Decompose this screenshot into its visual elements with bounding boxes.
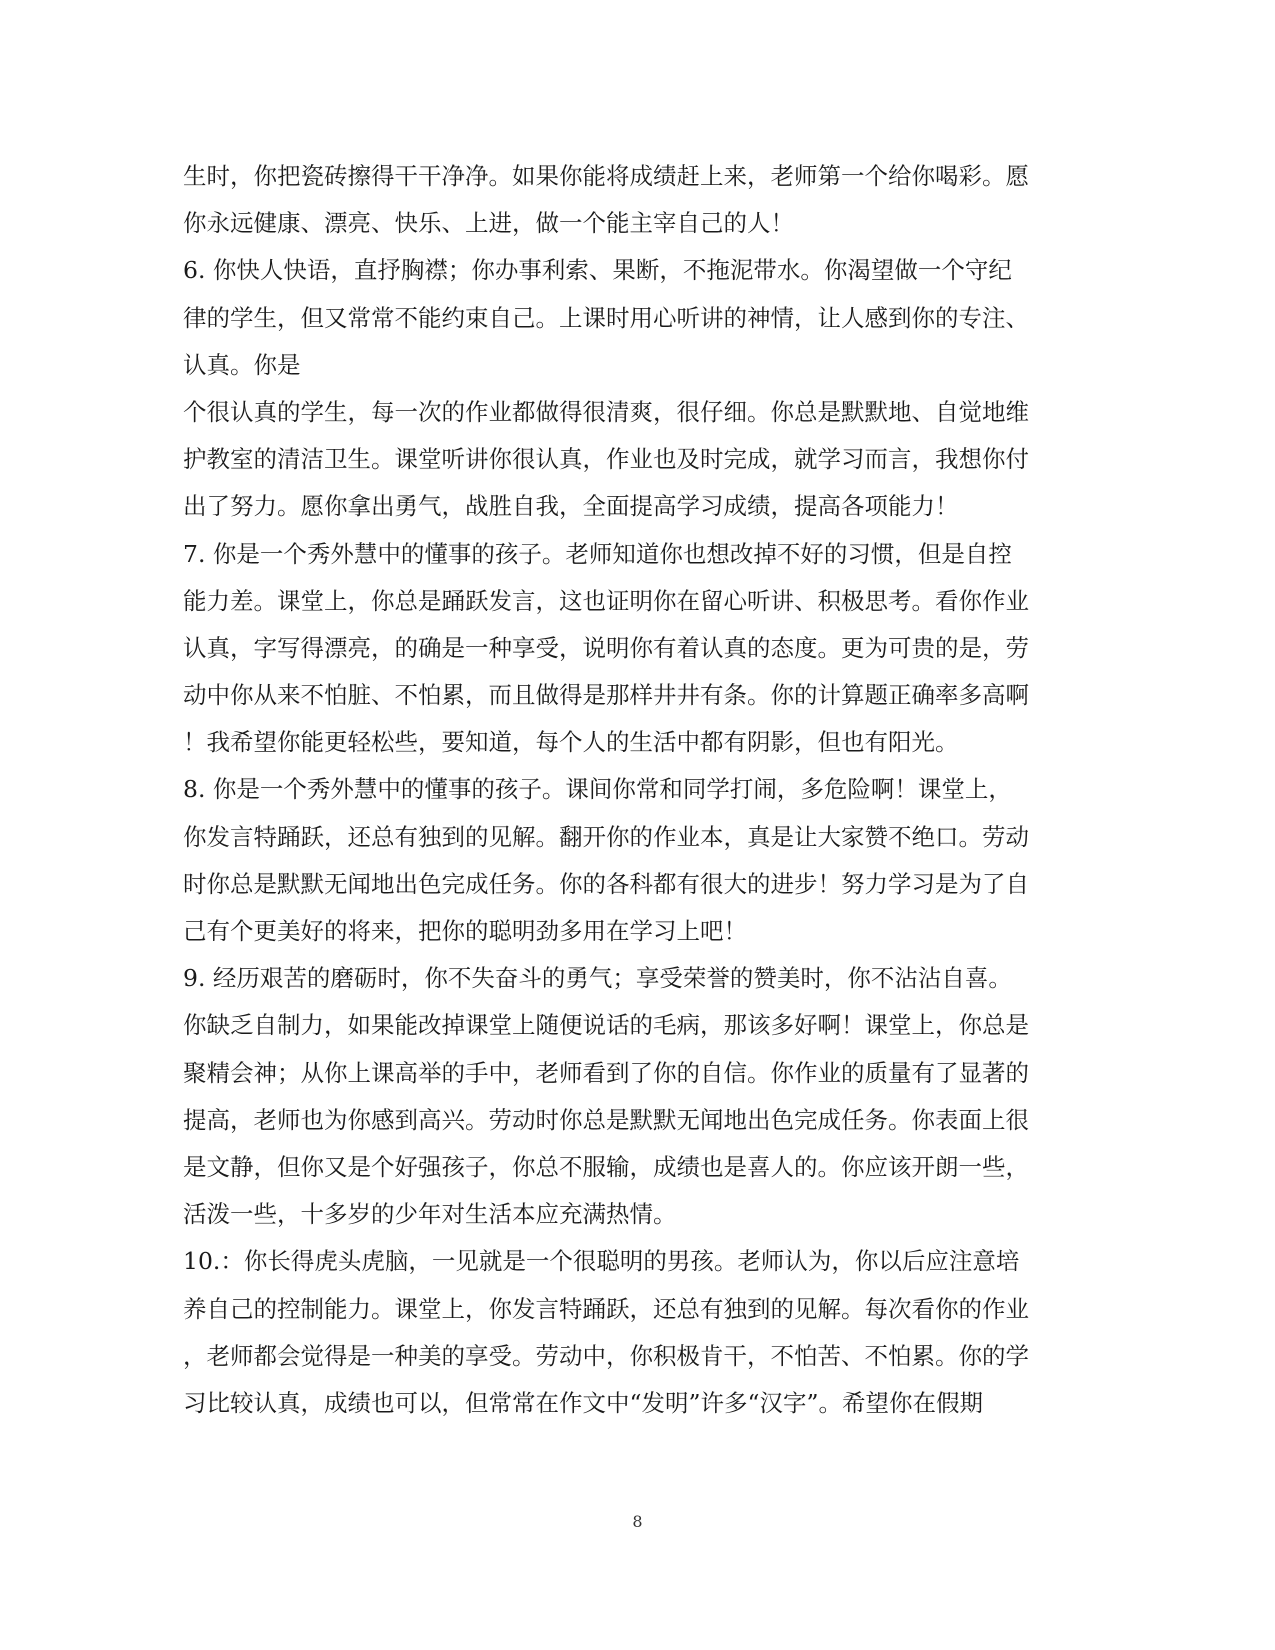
text-line: 9. 经历艰苦的磨砺时，你不失奋斗的勇气；享受荣誉的赞美时，你不沾沾自喜。: [183, 964, 1012, 993]
text-line: 能力差。课堂上，你总是踊跃发言，这也证明你在留心听讲、积极思考。看你作业: [183, 586, 1029, 615]
text-line: 生时，你把瓷砖擦得干干净净。如果你能将成绩赶上来，老师第一个给你喝彩。愿: [183, 162, 1029, 190]
text-line: 你缺乏自制力，如果能改掉课堂上随便说话的毛病，那该多好啊！课堂上，你总是: [183, 1011, 1029, 1040]
text-line: ！我希望你能更轻松些，要知道，每个人的生活中都有阴影，但也有阳光。: [183, 728, 959, 757]
body-text: [183, 153, 1088, 1427]
text-line: 习比较认真，成绩也可以，但常常在作文中“发明”许多“汉字”。希望你在假期: [183, 1388, 984, 1417]
text-line: 出了努力。愿你拿出勇气，战胜自我，全面提高学习成绩，提高各项能力！: [183, 492, 959, 521]
text-line: 动中你从来不怕脏、不怕累，而且做得是那样井井有条。你的计算题正确率多高啊: [183, 681, 1029, 710]
text-line: 聚精会神；从你上课高举的手中，老师看到了你的自信。你作业的质量有了显著的: [183, 1058, 1029, 1087]
text-line: 个很认真的学生，每一次的作业都做得很清爽，很仔细。你总是默默地、自觉地维: [183, 397, 1029, 426]
text-line: 时你总是默默无闻地出色完成任务。你的各科都有很大的进步！努力学习是为了自: [183, 869, 1029, 898]
text-line: 活泼一些，十多岁的少年对生活本应充满热情。: [183, 1200, 677, 1229]
text-line: 7. 你是一个秀外慧中的懂事的孩子。老师知道你也想改掉不好的习惯，但是自控: [183, 539, 1012, 568]
page-number: 8: [632, 1512, 643, 1531]
text-line: 8. 你是一个秀外慧中的懂事的孩子。课间你常和同学打闹，多危险啊！课堂上，: [183, 775, 1012, 804]
text-line: 认真，字写得漂亮，的确是一种享受，说明你有着认真的态度。更为可贵的是，劳: [183, 633, 1029, 662]
text-line: 你永远健康、漂亮、快乐、上进，做一个能主宰自己的人！: [183, 209, 794, 238]
text-line: 是文静，但你又是个好强孩子，你总不服输，成绩也是喜人的。你应该开朗一些，: [183, 1152, 1029, 1181]
text-line: 6. 你快人快语，直抒胸襟；你办事利索、果断，不拖泥带水。你渴望做一个守纪: [183, 256, 1012, 285]
text-line: 认真。你是: [183, 350, 301, 379]
text-line: 律的学生，但又常常不能约束自己。上课时用心听讲的神情，让人感到你的专注、: [183, 303, 1029, 332]
text-line: 10.：你长得虎头虎脑，一见就是一个很聪明的男孩。老师认为，你以后应注意培: [183, 1247, 1020, 1276]
text-line: 护教室的清洁卫生。课堂听讲你很认真，作业也及时完成，就学习而言，我想你付: [183, 445, 1029, 474]
text-line: 你发言特踊跃，还总有独到的见解。翻开你的作业本，真是让大家赞不绝口。劳动: [183, 822, 1029, 851]
text-line: 己有个更美好的将来，把你的聪明劲多用在学习上吧！: [183, 917, 747, 945]
text-line: ，老师都会觉得是一种美的享受。劳动中，你积极肯干，不怕苦、不怕累。你的学: [183, 1341, 1029, 1370]
text-line: 养自己的控制能力。课堂上，你发言特踊跃，还总有独到的见解。每次看你的作业: [183, 1294, 1029, 1323]
text-line: 提高，老师也为你感到高兴。劳动时你总是默默无闻地出色完成任务。你表面上很: [183, 1105, 1029, 1134]
